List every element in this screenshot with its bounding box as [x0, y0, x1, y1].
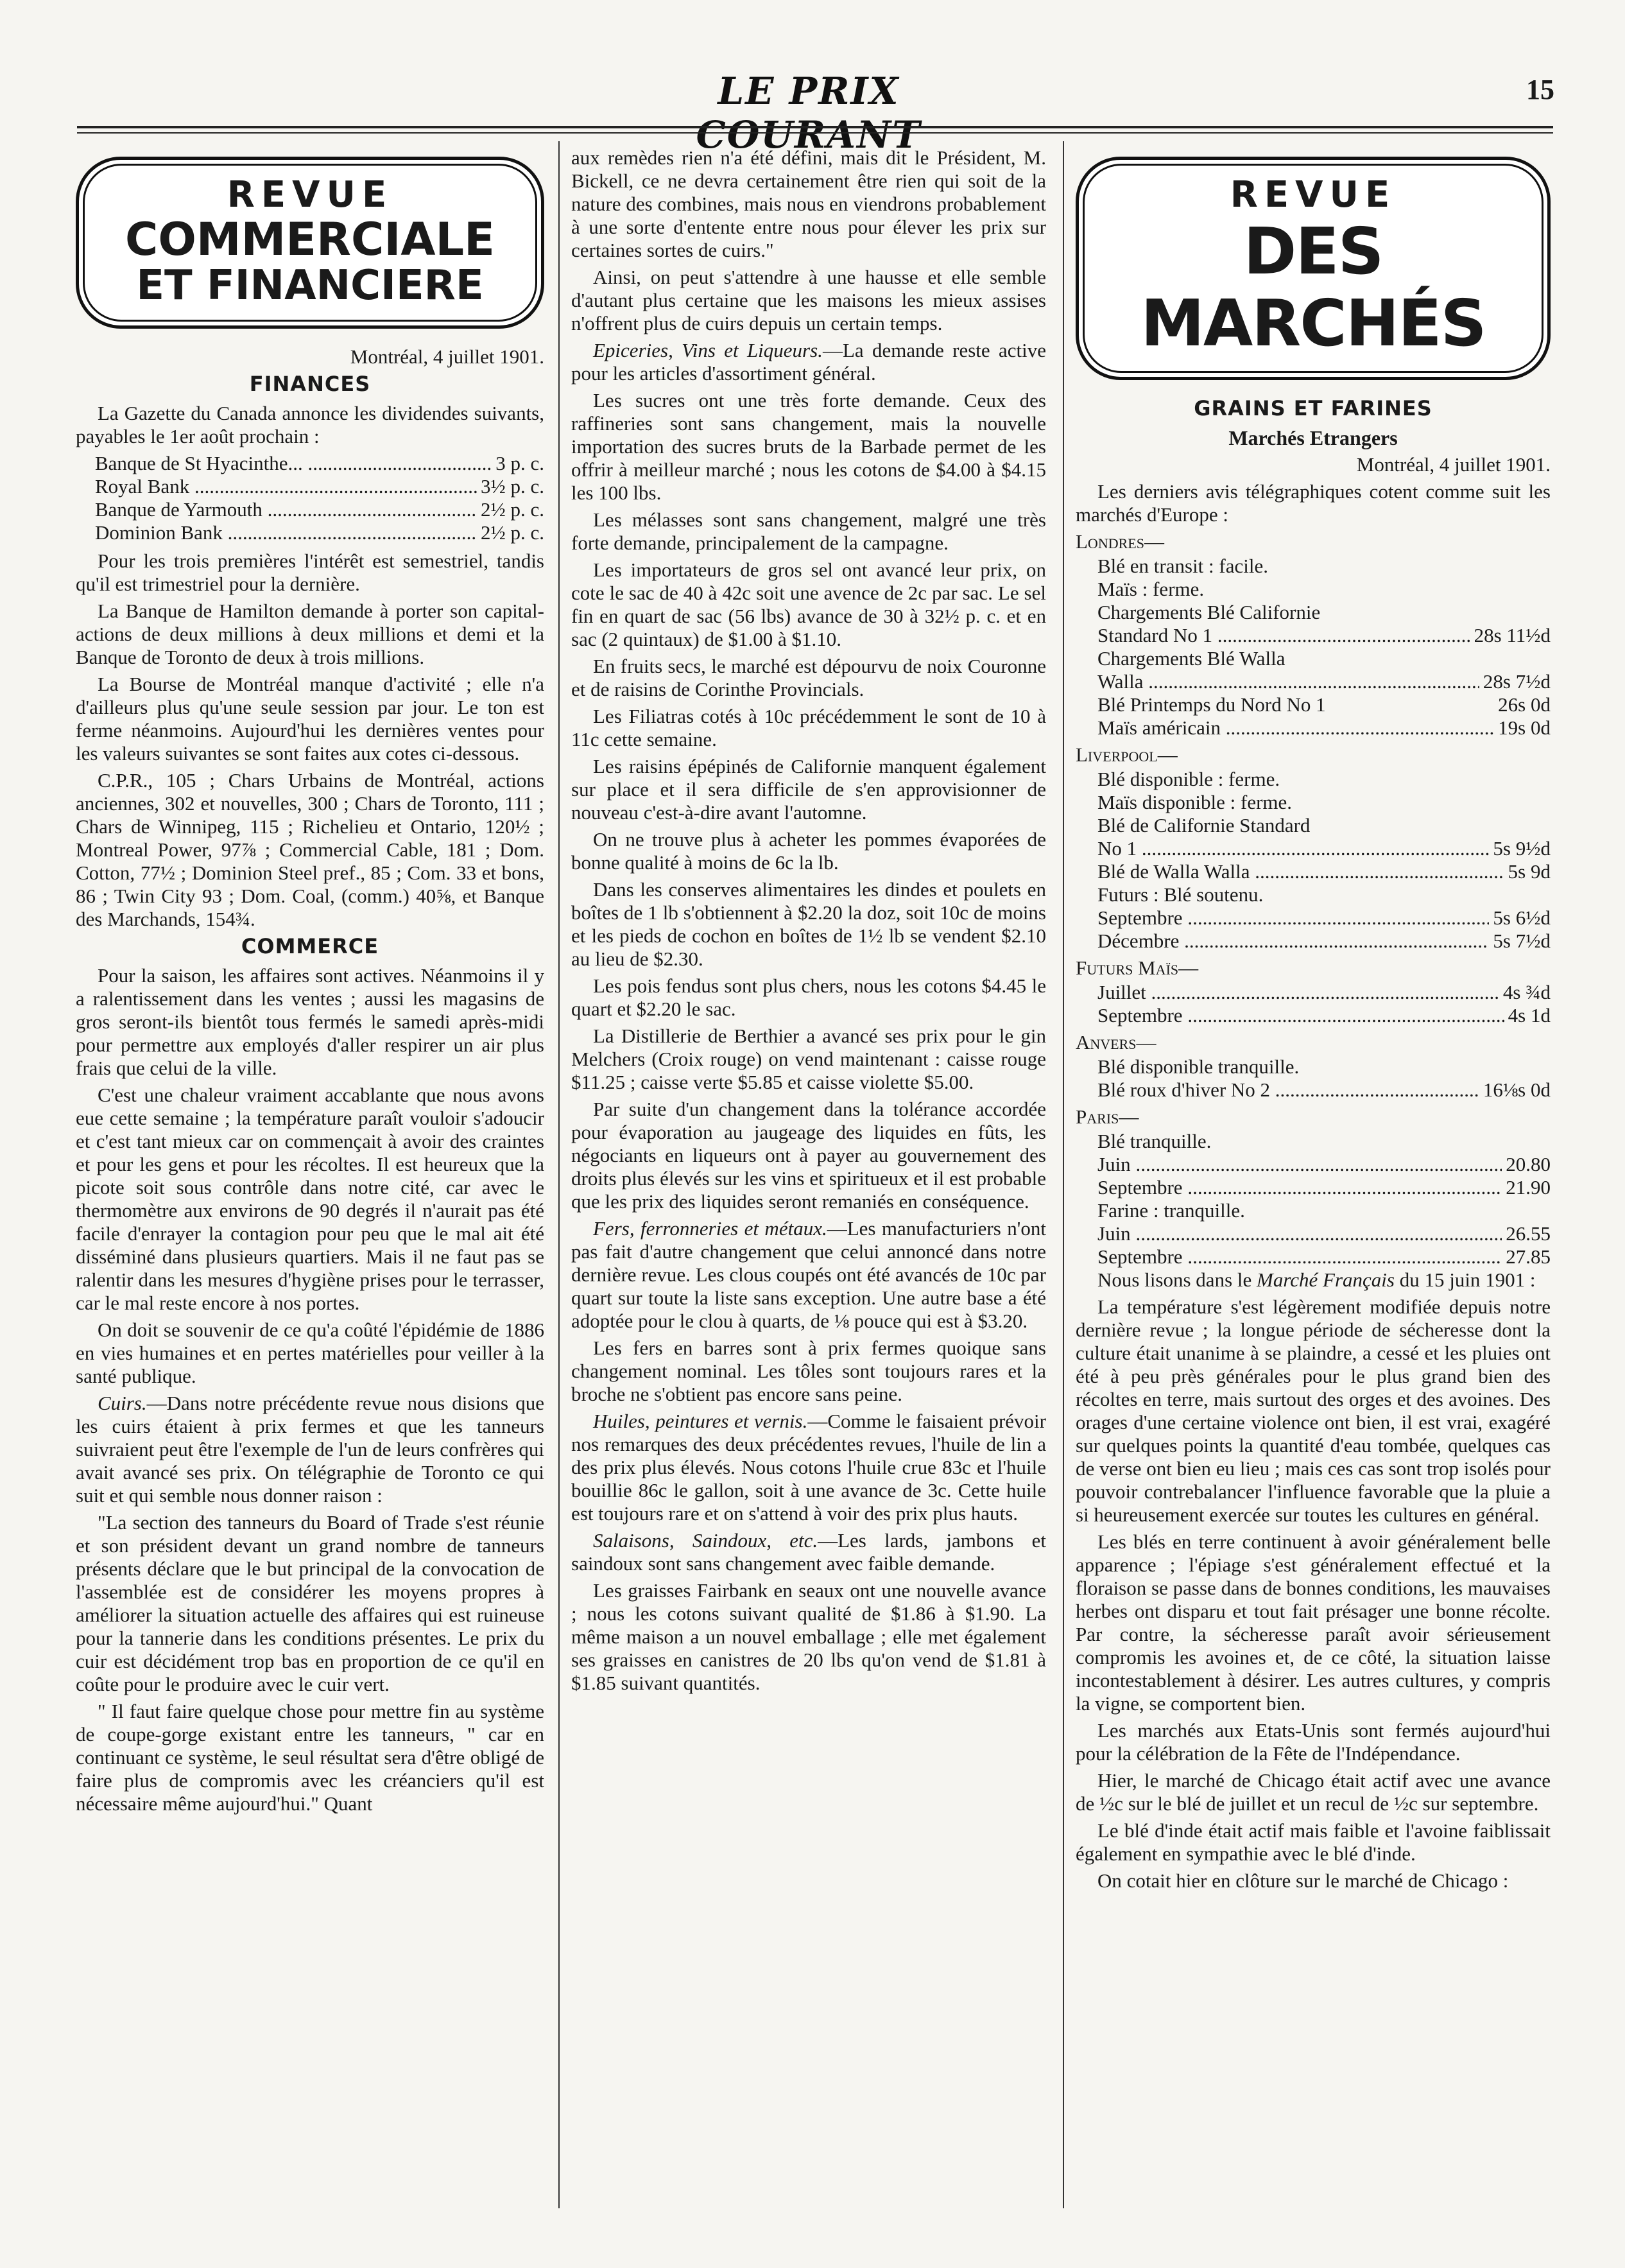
- quote-label: Juillet .....: [1097, 981, 1499, 1004]
- banner-line-2: DES MARCHÉS: [1140, 214, 1486, 361]
- section-subheading: Marchés Etrangers: [1228, 426, 1398, 449]
- list-item: Royal Bank ..... 3½ p. c.: [95, 475, 544, 498]
- paragraph: Les derniers avis télégraphiques cotent comme suit les marchés d'Europe :: [1076, 480, 1551, 526]
- paragraph: Les mélasses sont sans changement, malgré une très forte demande, principalement de la campagne.: [571, 508, 1046, 554]
- paragraph: Huiles, peintures et vernis.—Comme le faisaient prévoir nos remarques des deux précédentes revues, l'huile de lin a des prix plus élevés. Nous cotons l'huile crue 83c et l'huile bouillie 86c le gallon, soit à une avance de 3c. Cette huile est toujours rare et on s'attend à voir des prix plus hauts.: [571, 1410, 1046, 1525]
- quote-row: [1097, 1153, 1551, 1176]
- quote-label: Blé Printemps du Nord No 1: [1097, 693, 1326, 716]
- paragraph: Les sucres ont une très forte demande. Ceux des raffineries sont sans changement, mais la nouvelle importation des sucres bruts de la Barbade permet de les offrir à meilleur marché ; nous les cotons de $4.00 à $4.15 les 100 lbs.: [571, 389, 1046, 504]
- quote-row: [1097, 670, 1551, 693]
- paragraph: Par suite d'un changement dans la tolérance accordée pour évaporation au jaugeage des liquides en fûts, les négociants en liqueurs ont à payer au gouvernement des droits plus élevés sur les vins et spiritueux et il est probable que les prix des liquides seront remaniés en conséquence.: [571, 1098, 1046, 1213]
- paragraph: Les raisins épépinés de Californie manquent également sur place et il sera difficile de s'en approvisionner de nouveau c'est-à-dire avant l'automne.: [571, 755, 1046, 824]
- quote-row: [1097, 1004, 1551, 1027]
- quote-row: [1097, 1222, 1551, 1245]
- paragraph: "La section des tanneurs du Board of Trade s'est réunie et son président devant un grand nombre de tanneurs présents déclare que le but principal de la convocation de l'assemblée est de considérer les moyens propres à améliorer la situation actuelle des affaires qui est ruineuse pour la tannerie dans les conditions présentes. Le prix du cuir est décidément trop bas en proportion de ce qu'il en coûte pour le produire avec le cuir vert.: [76, 1511, 544, 1695]
- quote-value: 16⅛s 0d: [1483, 1078, 1551, 1101]
- quote-label: Septembre .....: [1097, 1245, 1502, 1268]
- paragraph-lead: Fers, ferronneries et métaux.: [593, 1217, 827, 1240]
- quote-row: Futurs : Blé soutenu.: [1097, 883, 1264, 906]
- list-item: Dominion Bank ..... 2½ p. c.: [95, 521, 544, 544]
- quote-row: [1097, 981, 1551, 1004]
- masthead-logo: LE PRIX COURANT: [696, 69, 922, 157]
- paragraph: Les fers en barres sont à prix fermes quoique sans changement nominal. Les tôles sont toujours rares et la broche ne s'obtient pas encore sans peine.: [571, 1337, 1046, 1405]
- banner-line-1: REVUE: [227, 174, 393, 216]
- quote-row: [1097, 860, 1551, 883]
- column-separator-2: [1063, 141, 1064, 2208]
- paragraph: C'est une chaleur vraiment accablante que nous avons eue cette semaine ; la température paraît vouloir s'adoucir et c'est tant mieux car on commençait à avoir des craintes et pour les gens et pour les récoltes. Il est heureux que la picote soit sous contrôle dans notre cité, car avec le thermomètre aux environs de 90 degrés il n'aurait pas été facile d'enrayer la contagion pour peu que le mal ait été disséminé dans plusieurs quartiers. Mais il ne faut pas se ralentir dans les mesures d'hygiène prises pour le terrasser, car le mal reste encore à nos portes.: [76, 1084, 544, 1314]
- quote-label: Septembre .....: [1097, 1176, 1502, 1199]
- paragraph: Nous lisons dans le Marché Français du 15 juin 1901 :: [1097, 1268, 1536, 1291]
- quote-row: [1097, 906, 1551, 930]
- quote-label: Walla .....: [1097, 670, 1479, 693]
- banner-revue-des-marches: [1076, 157, 1551, 380]
- section-heading-finances: FINANCES: [249, 372, 371, 396]
- quote-row: Blé en transit : facile.: [1097, 555, 1268, 577]
- paragraph: Les pois fendus sont plus chers, nous les cotons $4.45 le quart et $2.20 le sac.: [571, 974, 1046, 1020]
- quote-row: Chargements Blé Californie: [1097, 601, 1321, 623]
- paragraph: Pour la saison, les affaires sont actives. Néanmoins il y a ralentissement dans les ventes ; aussi les magasins de gros seront-ils bientôt tous fermés le samedi après-midi pour permettre aux employés d'aller respirer un air plus frais que celui de la ville.: [76, 964, 544, 1079]
- banner-line-1: REVUE: [1230, 174, 1397, 216]
- quote-label: Juin .....: [1097, 1222, 1502, 1245]
- quote-row: [1097, 930, 1551, 953]
- market-label-anvers: Anvers—: [1076, 1031, 1156, 1053]
- quote-label: Blé de Walla Walla .....: [1097, 860, 1504, 883]
- quote-row: [1097, 1245, 1551, 1268]
- dividend-list: [95, 452, 544, 544]
- market-list-londres: [1097, 555, 1551, 740]
- quote-row: Chargements Blé Walla: [1097, 647, 1285, 670]
- quote-row: [1097, 693, 1551, 716]
- column-separator-1: [558, 141, 560, 2208]
- paragraph: La Gazette du Canada annonce les dividendes suivants, payables le 1er août prochain :: [76, 402, 544, 447]
- quote-value: 5s 9d: [1508, 860, 1551, 883]
- quote-row: Maïs disponible : ferme.: [1097, 791, 1293, 813]
- market-label-futurs: Futurs Maïs—: [1076, 957, 1199, 979]
- quote-row: Farine : tranquille.: [1097, 1199, 1245, 1222]
- paragraph-lead: Huiles, peintures et vernis.: [593, 1410, 808, 1432]
- market-label-paris: Paris—: [1076, 1105, 1139, 1128]
- quote-row: [1097, 624, 1551, 647]
- list-item: Banque de St Hyacinthe... ..... 3 p. c.: [95, 452, 544, 475]
- quote-value: 27.85: [1506, 1245, 1551, 1268]
- paragraph: Cuirs.—Dans notre précédente revue nous disions que les cuirs étaient à prix fermes et que les tanneurs suivraient peut être l'exemple de l'un de leurs confrères qui avait avancé ses prix. On télégraphie de Toronto ce qui suit et qui semble nous donner raison :: [76, 1392, 544, 1507]
- quote-row: [1097, 837, 1551, 860]
- quote-row: Maïs : ferme.: [1097, 578, 1205, 600]
- quote-value: 19s 0d: [1498, 716, 1551, 739]
- masthead: [0, 69, 1625, 157]
- section-heading-commerce: COMMERCE: [241, 934, 379, 958]
- paragraph: La température s'est légèrement modifiée depuis notre dernière revue ; la longue période de sécheresse dont la culture était unanime à se plaindre, a cessé et les pluies ont été à peu près générales pour le plus grand bien des récoltes en terre, mais surtout des orges et des avoines. Des orages d'une certaine violence ont bien, il est vrai, exagéré sur quelques points la quantité d'eau tombée, quelques cas de verse ont bien eu lieu ; mais ces cas sont trop isolés pour pouvoir contrebalancer l'influence favorable que la pluie a si heureusement exercée sur toutes les cultures en général.: [1076, 1295, 1551, 1526]
- quote-value: 28s 11½d: [1474, 624, 1551, 646]
- section-heading-grains: GRAINS ET FARINES: [1194, 396, 1432, 420]
- banner-line-3: ET FINANCIERE: [136, 262, 484, 309]
- banner-revue-commerciale: [76, 157, 544, 329]
- paragraph: La Distillerie de Berthier a avancé ses prix pour le gin Melchers (Croix rouge) on vend maintenant : caisse rouge $11.25 ; caisse verte $5.85 et caisse violette $5.00.: [571, 1025, 1046, 1093]
- quote-row: Blé disponible tranquille.: [1097, 1055, 1300, 1078]
- quote-label: Maïs américain .....: [1097, 716, 1494, 740]
- quote-value: 21.90: [1506, 1176, 1551, 1199]
- header-rule-thin: [77, 132, 1553, 134]
- quote-value: 28s 7½d: [1483, 670, 1551, 693]
- paragraph: Les Filiatras cotés à 10c précédemment le sont de 10 à 11c cette semaine.: [571, 705, 1046, 750]
- quote-label: Blé roux d'hiver No 2 .....: [1097, 1078, 1479, 1102]
- quote-label: Juin .....: [1097, 1153, 1502, 1176]
- banner-line-2: COMMERCIALE: [125, 213, 495, 266]
- dateline: Montréal, 4 juillet 1901.: [350, 345, 544, 368]
- quote-label: Décembre .....: [1097, 930, 1489, 953]
- paragraph: Pour les trois premières l'intérêt est semestriel, tandis qu'il est trimestriel pour la dernière.: [76, 550, 544, 595]
- quote-row: [1097, 1078, 1551, 1102]
- market-list-paris: [1097, 1130, 1551, 1268]
- quote-value: 5s 7½d: [1493, 930, 1551, 952]
- paragraph: Salaisons, Saindoux, etc.—Les lards, jambons et saindoux sont sans changement avec faible demande.: [571, 1529, 1046, 1575]
- quote-value: 5s 6½d: [1493, 906, 1551, 929]
- quote-row: Blé tranquille.: [1097, 1130, 1212, 1152]
- quote-row: [1097, 1176, 1551, 1199]
- paragraph-lead: Salaisons, Saindoux, etc.: [593, 1529, 818, 1552]
- paragraph: En fruits secs, le marché est dépourvu de noix Couronne et de raisins de Corinthe Provincials.: [571, 655, 1046, 700]
- quote-value: 4s ¾d: [1502, 981, 1551, 1003]
- column-1: [76, 145, 544, 1819]
- paragraph: Les marchés aux Etats-Unis sont fermés aujourd'hui pour la célébration de la Fête de l'Indépendance.: [1076, 1719, 1551, 1765]
- page-number: 15: [1526, 74, 1554, 105]
- quote-value: 4s 1d: [1508, 1004, 1551, 1026]
- quote-value: 26s 0d: [1498, 693, 1551, 716]
- market-list-futurs: [1097, 981, 1551, 1027]
- paragraph-lead: Cuirs.: [98, 1392, 147, 1414]
- quote-row: [1097, 716, 1551, 740]
- paragraph: On cotait hier en clôture sur le marché de Chicago :: [1097, 1869, 1509, 1892]
- quote-label: Septembre .....: [1097, 906, 1489, 930]
- paragraph: Les graisses Fairbank en seaux ont une nouvelle avance ; nous les cotons suivant qualité de $1.86 à $1.90. La même maison a un nouvel emballage ; elle met également ses graisses en canistres de 20 lbs qu'on vend de $1.81 à $1.85 suivant quantités.: [571, 1579, 1046, 1694]
- paragraph: Dans les conserves alimentaires les dindes et poulets en boîtes de 1 lb s'obtiennent à $2.20 la doz, soit 10c de moins et les pieds de cochon en boîtes de 1½ lb se vendent $2.10 au lieu de $2.30.: [571, 878, 1046, 970]
- paragraph: Fers, ferronneries et métaux.—Les manufacturiers n'ont pas fait d'autre changement que celui annoncé dans notre dernière revue. Les clous coupés ont été avancés de 10c par quart sur toute la liste sans exception. Une autre base a été adoptée pour le clou à quarts, de ⅛ pouce qui est à $3.20.: [571, 1217, 1046, 1332]
- quote-value: 26.55: [1506, 1222, 1551, 1245]
- paragraph: " Il faut faire quelque chose pour mettre fin au système de coupe-gorge existant entre les tanneurs, " car en continuant ce système, le seul résultat sera d'être obligé de faire plus de compromis avec les créanciers qu'il est nécessaire même aujourd'hui." Quant: [76, 1700, 544, 1815]
- paragraph: Les importateurs de gros sel ont avancé leur prix, on cote le sac de 40 à 42c soit une avence de 2c par sac. Le sel fin en quart de sac (56 lbs) avance de 30 à 32½ p. c. et en sac (2 quintaux) de $1.00 à $1.10.: [571, 558, 1046, 650]
- paragraph: Les blés en terre continuent à avoir généralement belle apparence ; l'épiage s'est généralement effectué et la floraison se passe dans de bonnes conditions, les mauvaises herbes ont disparu et tout fait présager une bonne récolte. Par contre, la sécheresse paraît avoir sérieusement compromis les avoines et, de ce côté, la situation laisse incontestablement à désirer. Les autres cultures, y compris la vigne, se comportent bien.: [1076, 1530, 1551, 1715]
- paragraph: La Banque de Hamilton demande à porter son capital-actions de deux millions à deux millions et demi et la Banque de Toronto de deux à trois millions.: [76, 600, 544, 668]
- paragraph: Le blé d'inde était actif mais faible et l'avoine faiblissait également en sympathie avec le blé d'inde.: [1076, 1819, 1551, 1865]
- quote-label: Standard No 1 .....: [1097, 624, 1470, 647]
- column-2: [571, 146, 1046, 1699]
- market-label-londres: Londres—: [1076, 530, 1164, 553]
- column-3: [1076, 145, 1551, 1896]
- quote-value: 20.80: [1506, 1153, 1551, 1175]
- market-list-anvers: [1097, 1055, 1551, 1102]
- market-label-liverpool: Liverpool—: [1076, 743, 1178, 766]
- dateline: Montréal, 4 juillet 1901.: [1356, 453, 1551, 476]
- header-rule: [77, 126, 1553, 128]
- quote-row: Blé disponible : ferme.: [1097, 768, 1280, 790]
- paragraph: aux remèdes rien n'a été défini, mais dit le Président, M. Bickell, ce ne devra certainement être rien qui soit de la nature des combines, mais nous en viendrons probablement à une sorte d'entente entre nous pour élever les prix sur certaines sortes de cuirs.": [571, 146, 1046, 261]
- quote-label: Septembre .....: [1097, 1004, 1504, 1027]
- paragraph: On doit se souvenir de ce qu'a coûté l'épidémie de 1886 en vies humaines et en pertes matérielles pour veiller à la santé publique.: [76, 1319, 544, 1387]
- paragraph: On ne trouve plus à acheter les pommes évaporées de bonne qualité à moins de 6c la lb.: [571, 828, 1046, 874]
- paragraph: C.P.R., 105 ; Chars Urbains de Montréal, actions anciennes, 302 et nouvelles, 300 ; Chars de Toronto, 111 ; Chars de Winnipeg, 115 ; Richelieu et Ontario, 120½ ; Montreal Power, 97⅞ ; Commercial Cable, 181 ; Dom. Cotton, 77½ ; Dominion Steel pref., 85 ; Com. 33 et bons, 86 ; Twin City 93 ; Dom. Coal, (comm.) 40⅝, et Banque des Marchands, 154¾.: [76, 769, 544, 930]
- paragraph: Epiceries, Vins et Liqueurs.—La demande reste active pour les articles d'assortiment général.: [571, 339, 1046, 385]
- quote-row: Blé de Californie Standard: [1097, 814, 1311, 836]
- quote-label: No 1 .....: [1097, 837, 1489, 860]
- paragraph-lead: Epiceries, Vins et Liqueurs.: [593, 339, 823, 361]
- paragraph: La Bourse de Montréal manque d'activité ; elle n'a d'ailleurs plus qu'une seule session par jour. Le ton est ferme néanmoins. Aujourd'hui les dernières ventes pour les valeurs suivantes se sont faites aux cotes ci-dessous.: [76, 673, 544, 765]
- market-list-liverpool: [1097, 768, 1551, 953]
- paragraph: Ainsi, on peut s'attendre à une hausse et elle semble d'autant plus certaine que les maisons les mieux assises n'offrent plus de cuirs depuis un certain temps.: [571, 266, 1046, 334]
- paragraph: Hier, le marché de Chicago était actif avec une avance de ½c sur le blé de juillet et un recul de ½c sur septembre.: [1076, 1769, 1551, 1815]
- list-item: Banque de Yarmouth ..... 2½ p. c.: [95, 498, 544, 521]
- quote-value: 5s 9½d: [1493, 837, 1551, 860]
